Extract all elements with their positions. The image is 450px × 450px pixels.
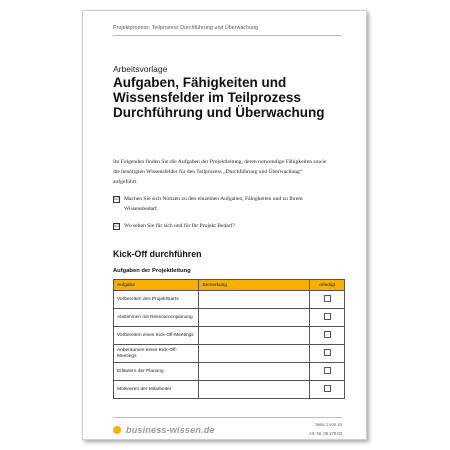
- column-header-note: Bemerkung: [199, 280, 310, 291]
- article-number: Art.-Nr. 06.170.03: [308, 431, 342, 436]
- table-caption: Aufgaben der Projektleitung: [113, 268, 191, 274]
- checkbox-checked-icon: ☑: [114, 197, 119, 202]
- note-cell[interactable]: [199, 309, 310, 327]
- table-row: [114, 291, 345, 309]
- table-row: [114, 381, 345, 399]
- task-cell: Vorbereiten eines Kick-Off-Meetings: [114, 327, 199, 345]
- footer-divider: [113, 417, 342, 418]
- note-cell[interactable]: [199, 327, 310, 345]
- brand-name: business-wissen.de: [126, 425, 215, 435]
- note-cell[interactable]: [199, 291, 310, 309]
- document-type-label: Arbeitsvorlage: [113, 64, 168, 74]
- done-cell: [310, 363, 345, 381]
- checklist-item: [113, 221, 323, 231]
- intro-paragraph: Im Folgenden finden Sie die Aufgaben der Projektleitung, deren notwendige Fähigkeiten sowie die benötigten Wissensfelder für den Teilprozess „Durchführung und Überwachung“ aufgeführt.: [113, 159, 327, 185]
- table-row: [114, 327, 345, 345]
- checklist-item-text: Machen Sie sich Notizen zu den einzelnen Aufgaben, Fähigkeiten und zu Ihrem Wissensbedarf.: [124, 196, 303, 212]
- done-checkbox[interactable]: [324, 367, 331, 374]
- done-checkbox[interactable]: [324, 349, 331, 356]
- done-cell: [310, 291, 345, 309]
- column-header-done: erledigt: [310, 280, 345, 291]
- done-checkbox[interactable]: [324, 313, 331, 320]
- done-cell: [310, 345, 345, 363]
- table-row: [114, 345, 345, 363]
- checkbox-checked-icon: ☑: [114, 224, 119, 229]
- task-table: [113, 279, 345, 399]
- task-cell: Erläutern der Planung: [114, 363, 199, 381]
- note-cell[interactable]: [199, 381, 310, 399]
- checklist-item-text: Wo sehen Sie für sich und für Ihr Projekt Bedarf?: [124, 223, 235, 229]
- header-divider: [113, 35, 342, 36]
- running-header: Projektprozess: Teilprozess Durchführung und Überwachung: [113, 25, 259, 31]
- task-cell: Vorbereiten des Projektstarts: [114, 291, 199, 309]
- brand-logo: [113, 425, 215, 435]
- document-title: Aufgaben, Fähigkeiten und Wissensfelder im Teilprozess Durchführung und Überwachung: [113, 75, 325, 120]
- done-checkbox[interactable]: [324, 331, 331, 338]
- table-row: [114, 363, 345, 381]
- done-cell: [310, 381, 345, 399]
- document-page: [82, 10, 367, 440]
- checklist-item: [113, 194, 323, 214]
- done-cell: [310, 327, 345, 345]
- note-cell[interactable]: [199, 363, 310, 381]
- section-heading: Kick-Off durchführen: [113, 249, 202, 259]
- task-cell: Anberaumen eines Kick-Off-Meetings: [114, 345, 199, 363]
- done-checkbox[interactable]: [324, 385, 331, 392]
- table-row: [114, 309, 345, 327]
- brand-dot-icon: [113, 426, 121, 434]
- table-header-row: [114, 280, 345, 291]
- page-number: Seite 1 von 24: [315, 422, 342, 427]
- note-cell[interactable]: [199, 345, 310, 363]
- done-cell: [310, 309, 345, 327]
- done-checkbox[interactable]: [324, 295, 331, 302]
- task-cell: Motivieren der Mitarbeiter: [114, 381, 199, 399]
- column-header-task: Aufgabe: [114, 280, 199, 291]
- task-cell: Abstimmen mit Ressourcenplanung: [114, 309, 199, 327]
